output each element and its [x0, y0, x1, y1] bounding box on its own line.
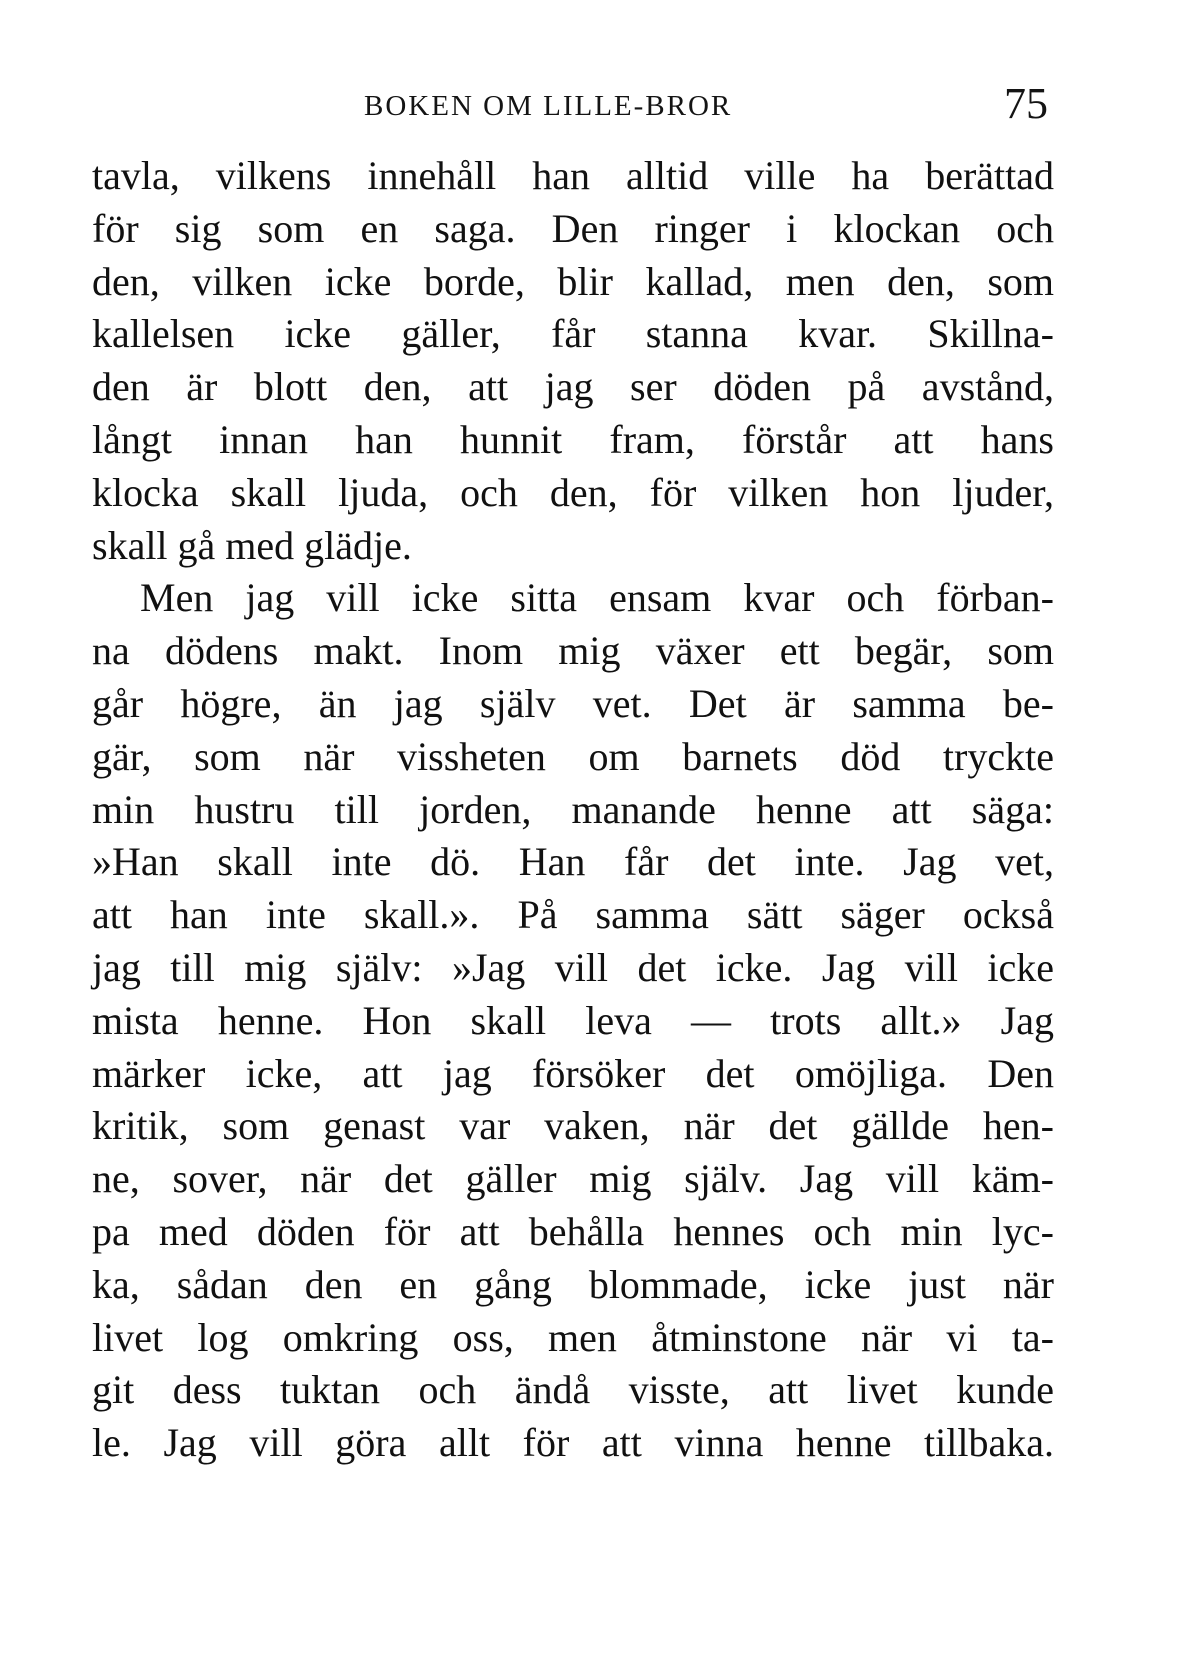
text-line: gär, som när vissheten om barnets död tryckte	[92, 733, 1054, 779]
text-line: den är blott den, att jag ser döden på avstånd,	[92, 364, 1054, 410]
text-line: le. Jag vill göra allt för att vinna henne tillbaka.	[92, 1420, 1054, 1466]
text-line: git dess tuktan och ändå visste, att livet kunde	[92, 1367, 1054, 1413]
text-line: Men jag vill icke sitta ensam kvar och förban-	[140, 575, 1054, 621]
body-text	[92, 150, 1054, 1470]
text-line: jag till mig själv: »Jag vill det icke. Jag vill icke	[92, 944, 1054, 990]
running-title: BOKEN OM LILLE-BROR	[364, 90, 733, 122]
text-line: kritik, som genast var vaken, när det gällde hen-	[92, 1103, 1054, 1149]
text-line: na dödens makt. Inom mig växer ett begär, som	[92, 628, 1054, 674]
text-line: märker icke, att jag försöker det omöjliga. Den	[92, 1050, 1054, 1096]
text-line: »Han skall inte dö. Han får det inte. Jag vet,	[92, 839, 1054, 885]
text-line: att han inte skall.». På samma sätt säger också	[92, 892, 1054, 938]
text-line: skall gå med glädje.	[92, 522, 412, 568]
text-line: för sig som en saga. Den ringer i klockan och	[92, 205, 1054, 251]
text-line: mista henne. Hon skall leva — trots allt.» Jag	[92, 997, 1054, 1043]
page-number: 75	[1004, 79, 1048, 128]
text-line: klocka skall ljuda, och den, för vilken hon ljuder,	[92, 469, 1054, 515]
text-line: den, vilken icke borde, blir kallad, men den, som	[92, 258, 1054, 304]
text-line: livet log omkring oss, men åtminstone när vi ta-	[92, 1314, 1054, 1360]
text-line: långt innan han hunnit fram, förstår att hans	[92, 416, 1054, 462]
text-line: går högre, än jag själv vet. Det är samma be-	[92, 680, 1054, 726]
running-head	[92, 78, 1060, 138]
text-line: ka, sådan den en gång blommade, icke just när	[92, 1261, 1054, 1307]
text-line: min hustru till jorden, manande henne att säga:	[92, 786, 1054, 832]
text-line: pa med döden för att behålla hennes och min lyc-	[92, 1208, 1054, 1254]
text-line: ne, sover, när det gäller mig själv. Jag vill käm-	[92, 1156, 1054, 1202]
text-line: tavla, vilkens innehåll han alltid ville ha berättad	[92, 153, 1054, 198]
text-line: kallelsen icke gäller, får stanna kvar. Skillna-	[92, 311, 1054, 357]
